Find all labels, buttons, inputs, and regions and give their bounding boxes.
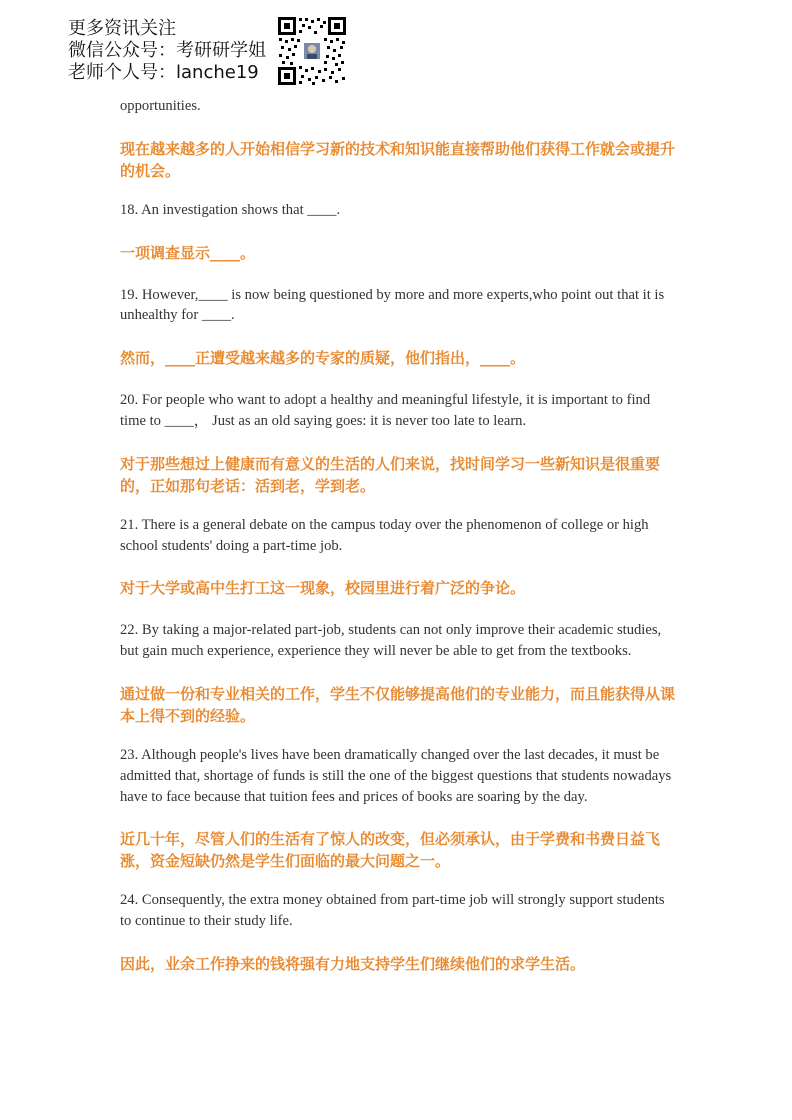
- paragraph-zh-22: 通过做一份和专业相关的工作，学生不仅能够提高他们的专业能力，而且能获得从课本上得不到的经验。: [120, 684, 676, 725]
- paragraph-zh-21: 对于大学或高中生打工这一现象，校园里进行着广泛的争论。: [120, 579, 526, 598]
- contact-info: [68, 18, 266, 84]
- document-body: [120, 96, 675, 975]
- header-line-wechat: 微信公众号：考研研学姐: [68, 40, 266, 61]
- paragraph-zh-18: 一项调查显示____。: [120, 243, 256, 262]
- contact-header: [68, 18, 358, 90]
- paragraph-zh-19: 然而，____正遭受越来越多的专家的质疑，他们指出，____。: [120, 349, 526, 368]
- paragraph-en-20: 20. For people who want to adopt a healthy and meaningful lifestyle, it is important to find time to ____， Just as an old saying goes: it is never too late to learn.: [120, 392, 651, 429]
- qr-code-icon: [277, 16, 347, 86]
- paragraph-zh-24: 因此，业余工作挣来的钱将强有力地支持学生们继续他们的求学生活。: [120, 954, 586, 973]
- paragraph-en-18: 18. An investigation shows that ____.: [120, 201, 341, 218]
- header-line-teacher: 老师个人号：lanche19: [68, 62, 259, 83]
- paragraph-en-intro: opportunities.: [120, 98, 201, 114]
- paragraph-zh-20: 对于那些想过上健康而有意义的生活的人们来说，找时间学习一些新知识是很重要的，正如那句老话：活到老，学到老。: [120, 454, 661, 495]
- paragraph-zh-23: 近几十年，尽管人们的生活有了惊人的改变，但必须承认，由于学费和书费日益飞涨，资金短缺仍然是学生们面临的最大问题之一。: [120, 830, 661, 871]
- paragraph-en-21: 21. There is a general debate on the campus today over the phenomenon of college or high school students' doing a part-time job.: [120, 516, 649, 554]
- paragraph-en-19: 19. However,____ is now being questioned by more and more experts,who point out that it is unhealthy for ____.: [120, 286, 665, 324]
- paragraph-en-23: 23. Although people's lives have been dramatically changed over the last decades, it must be admitted that, shortage of funds is still the one of the biggest questions that students nowadays have to face because that tuition fees and prices of books are soaring by the day.: [120, 746, 672, 805]
- paragraph-zh-intro: 现在越来越多的人开始相信学习新的技术和知识能直接帮助他们获得工作就会或提升的机会。: [120, 139, 676, 180]
- paragraph-en-22: 22. By taking a major-related part-job, students can not only improve their academic studies, but gain much experience, experience they will never be able to get from the textbooks.: [120, 622, 662, 660]
- paragraph-en-24: 24. Consequently, the extra money obtained from part-time job will strongly support students to continue to their study life.: [120, 892, 665, 930]
- header-line-follow: 更多资讯关注: [68, 18, 176, 39]
